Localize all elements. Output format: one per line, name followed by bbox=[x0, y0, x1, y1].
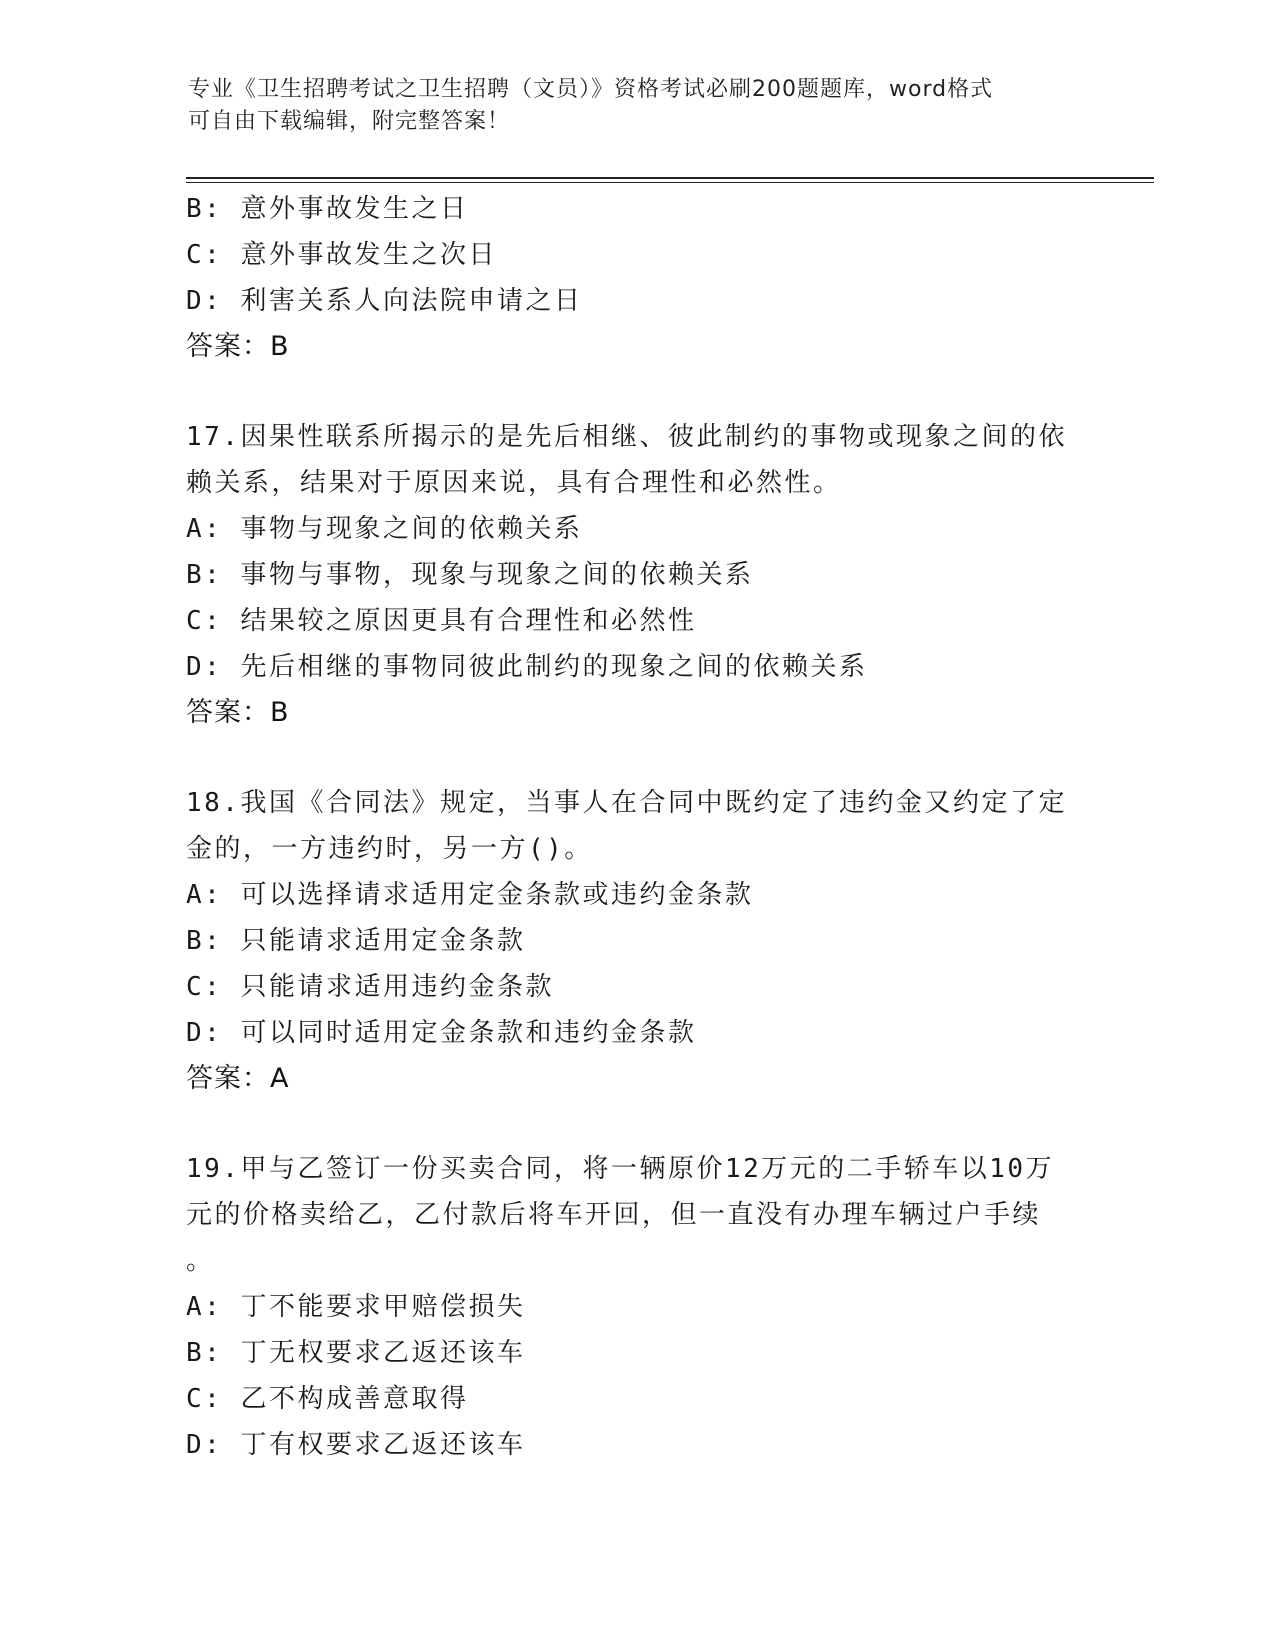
option-c: C: 只能请求适用违约金条款 bbox=[186, 972, 554, 1002]
spacer bbox=[186, 736, 1086, 780]
answer-label: 答案：B bbox=[186, 331, 290, 362]
question-16-tail bbox=[186, 186, 1086, 370]
option-a: A: 丁不能要求甲赔偿损失 bbox=[186, 1292, 526, 1322]
option-d: D: 先后相继的事物同彼此制约的现象之间的依赖关系 bbox=[186, 652, 868, 682]
answer-label: 答案：A bbox=[186, 1063, 290, 1094]
option-a: A: 事物与现象之间的依赖关系 bbox=[186, 514, 583, 544]
option-b: B: 只能请求适用定金条款 bbox=[186, 926, 526, 956]
document-header bbox=[188, 74, 1068, 138]
option-c: C: 乙不构成善意取得 bbox=[186, 1384, 469, 1414]
question-17 bbox=[186, 414, 1086, 736]
answer-label: 答案：B bbox=[186, 697, 290, 728]
question-stem-line-2: 赖关系，结果对于原因来说，具有合理性和必然性。 bbox=[186, 468, 842, 498]
question-list bbox=[186, 186, 1086, 1468]
question-stem-line-1: 17.因果性联系所揭示的是先后相继、彼此制约的事物或现象之间的依 bbox=[186, 422, 1067, 452]
option-c: C: 意外事故发生之次日 bbox=[186, 240, 497, 270]
question-19 bbox=[186, 1146, 1086, 1468]
option-a: A: 可以选择请求适用定金条款或违约金条款 bbox=[186, 880, 754, 910]
header-title-line-2: 可自由下载编辑，附完整答案！ bbox=[188, 109, 511, 134]
spacer bbox=[186, 370, 1086, 414]
header-divider-thick bbox=[186, 177, 1154, 179]
question-stem-line-3: 。 bbox=[186, 1246, 215, 1276]
option-b: B: 意外事故发生之日 bbox=[186, 194, 469, 224]
question-stem-line-1: 18.我国《合同法》规定，当事人在合同中既约定了违约金又约定了定 bbox=[186, 788, 1067, 818]
option-d: D: 利害关系人向法院申请之日 bbox=[186, 286, 583, 316]
header-title-line-1: 专业《卫生招聘考试之卫生招聘（文员）》资格考试必刷200题题库，word格式 bbox=[188, 77, 994, 102]
question-stem-line-2: 元的价格卖给乙，乙付款后将车开回，但一直没有办理车辆过户手续 bbox=[186, 1200, 1042, 1230]
option-d: D: 可以同时适用定金条款和违约金条款 bbox=[186, 1018, 697, 1048]
option-c: C: 结果较之原因更具有合理性和必然性 bbox=[186, 606, 697, 636]
option-d: D: 丁有权要求乙返还该车 bbox=[186, 1430, 526, 1460]
spacer bbox=[186, 1102, 1086, 1146]
option-b: B: 事物与事物，现象与现象之间的依赖关系 bbox=[186, 560, 754, 590]
question-stem-line-2: 金的，一方违约时，另一方()。 bbox=[186, 834, 593, 864]
question-stem-line-1: 19.甲与乙签订一份买卖合同，将一辆原价12万元的二手轿车以10万 bbox=[186, 1154, 1055, 1184]
header-divider-thin bbox=[186, 182, 1154, 183]
option-b: B: 丁无权要求乙返还该车 bbox=[186, 1338, 526, 1368]
question-18 bbox=[186, 780, 1086, 1102]
